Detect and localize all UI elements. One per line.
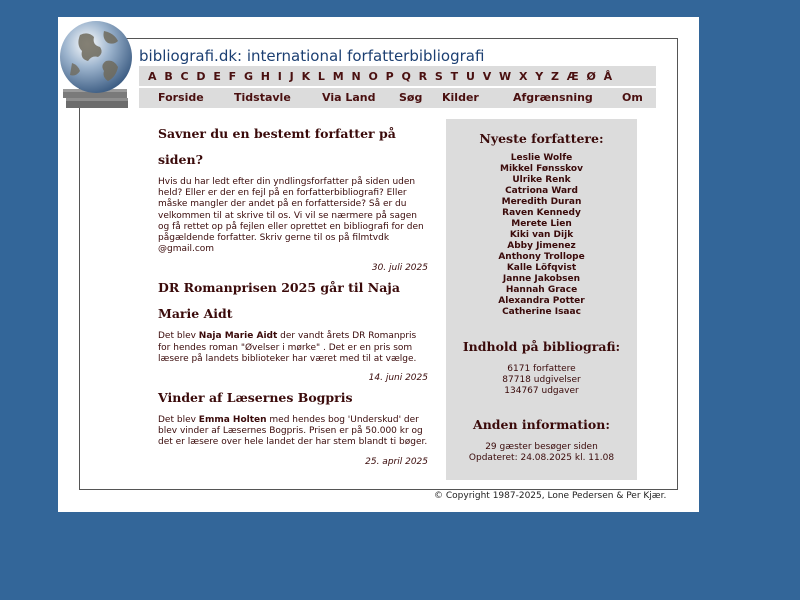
- article-body: Det blev Naja Marie Aidt der vandt årets DR Romanpris for hendes roman "Øvelser i mørke" . Det er en pris som læsere på landets biblioteker har været med til at vælge.: [158, 331, 417, 364]
- author-link[interactable]: Leslie Wolfe: [510, 153, 573, 163]
- author-link[interactable]: Naja Marie Aidt: [198, 331, 278, 342]
- article-date: 14. juni 2025: [368, 373, 428, 384]
- author-link[interactable]: Alexandra Potter: [498, 296, 585, 306]
- letter-link[interactable]: H: [260, 69, 270, 83]
- author-link[interactable]: Hannah Grace: [505, 285, 578, 295]
- letter-link[interactable]: J: [289, 69, 294, 83]
- nav-sog[interactable]: Søg: [399, 91, 423, 104]
- stat-item: 6171 forfattere: [507, 364, 576, 374]
- letter-link[interactable]: S: [434, 69, 443, 83]
- site-title[interactable]: bibliografi.dk: international forfatterbibliografi: [139, 47, 485, 65]
- author-link[interactable]: Catherine Isaac: [502, 307, 581, 317]
- nav-tidstavle[interactable]: Tidstavle: [234, 91, 291, 104]
- stat-item: 87718 udgivelser: [502, 375, 581, 385]
- news-column: [158, 121, 428, 467]
- sidebar: [446, 119, 637, 480]
- letter-link[interactable]: V: [482, 69, 492, 83]
- letter-link[interactable]: U: [465, 69, 475, 83]
- author-link[interactable]: Catriona Ward: [505, 186, 578, 196]
- article-title: DR Romanprisen 2025 går til Naja Marie Aidt: [158, 280, 400, 322]
- letter-link[interactable]: W: [499, 69, 512, 83]
- letter-link[interactable]: L: [317, 69, 325, 83]
- letter-link[interactable]: T: [450, 69, 459, 83]
- globe-on-books-icon[interactable]: [58, 17, 138, 112]
- news-article: [158, 275, 428, 383]
- letter-link[interactable]: B: [164, 69, 173, 83]
- letter-link[interactable]: I: [277, 69, 282, 83]
- letter-link[interactable]: M: [332, 69, 344, 83]
- nav-om[interactable]: Om: [622, 91, 643, 104]
- letter-link[interactable]: D: [196, 69, 206, 83]
- letter-link[interactable]: X: [518, 69, 528, 83]
- author-link[interactable]: Raven Kennedy: [502, 208, 581, 218]
- copyright-text: © Copyright 1987-2025, Lone Pedersen & Per Kjær.: [434, 491, 667, 501]
- article-body: Det blev Emma Holten med hendes bog 'Underskud' der blev vinder af Læsernes Bogpris. Prisen er på 50.000 kr og det er læsere over hele landet der har stem blandt ti bøger.: [158, 415, 428, 448]
- letter-link[interactable]: Å: [603, 69, 613, 83]
- nav-kilder[interactable]: Kilder: [442, 91, 479, 104]
- letter-link[interactable]: Ø: [586, 69, 596, 83]
- article-body: Hvis du har ledt efter din yndlingsforfatter på siden uden held? Eller er der en fejl på en forfatterbibliografi? Eller måske mangler der andet på en forfatterside? Så er du velkommen til at skrive til os. Vi vil se nærmere på sagen og få rettet op på fejlen eller oprettet en bibliografi for den pågældende forfatter. Skriv gerne til os på filmtvdk @gmail.com: [158, 177, 424, 255]
- stats-list: [446, 364, 637, 397]
- author-link[interactable]: Abby Jimenez: [507, 241, 576, 251]
- nav-forside[interactable]: Forside: [158, 91, 204, 104]
- letter-link[interactable]: Z: [551, 69, 559, 83]
- letter-link[interactable]: Æ: [566, 69, 579, 83]
- letter-link[interactable]: Q: [401, 69, 411, 83]
- author-link[interactable]: Emma Holten: [198, 415, 267, 426]
- author-link[interactable]: Kiki van Dijk: [509, 230, 574, 240]
- other-info-heading: Anden information:: [473, 417, 610, 432]
- letter-link[interactable]: P: [385, 69, 394, 83]
- nav-via-land[interactable]: Via Land: [322, 91, 376, 104]
- news-article: [158, 385, 428, 467]
- letter-link[interactable]: O: [368, 69, 378, 83]
- letter-link[interactable]: Y: [535, 69, 544, 83]
- author-link[interactable]: Ulrike Renk: [512, 175, 571, 185]
- author-link[interactable]: Merete Lien: [511, 219, 572, 229]
- author-link[interactable]: Kalle Löfqvist: [506, 263, 577, 273]
- nav-afgraensning[interactable]: Afgrænsning: [513, 91, 593, 104]
- letter-link[interactable]: K: [301, 69, 311, 83]
- article-title: Vinder af Læsernes Bogpris: [158, 390, 353, 406]
- author-link[interactable]: Janne Jakobsen: [502, 274, 581, 284]
- newest-authors-heading: Nyeste forfattere:: [479, 131, 604, 146]
- news-article: [158, 121, 428, 273]
- letter-link[interactable]: A: [148, 69, 157, 83]
- article-date: 30. juli 2025: [371, 263, 428, 274]
- alphabet-bar: [139, 66, 656, 86]
- last-updated: Opdateret: 24.08.2025 kl. 11.08: [468, 453, 615, 463]
- author-link[interactable]: Meredith Duran: [501, 197, 582, 207]
- article-title: Savner du en bestemt forfatter på siden?: [158, 126, 396, 167]
- letter-link[interactable]: F: [228, 69, 237, 83]
- content-heading: Indhold på bibliografi:: [462, 339, 621, 354]
- author-link[interactable]: Mikkel Fønsskov: [500, 164, 583, 174]
- letter-link[interactable]: R: [418, 69, 428, 83]
- letter-link[interactable]: N: [351, 69, 361, 83]
- article-date: 25. april 2025: [365, 456, 428, 467]
- letter-link[interactable]: G: [243, 69, 253, 83]
- author-link[interactable]: Anthony Trollope: [498, 252, 585, 262]
- visitor-count: 29 gæster besøger siden: [485, 442, 598, 452]
- page-container: [58, 17, 699, 512]
- stat-item: 134767 udgaver: [504, 386, 579, 396]
- newest-authors-list: [446, 153, 637, 318]
- letter-link[interactable]: C: [180, 69, 189, 83]
- letter-link[interactable]: E: [213, 69, 221, 83]
- nav-bar: [139, 88, 656, 108]
